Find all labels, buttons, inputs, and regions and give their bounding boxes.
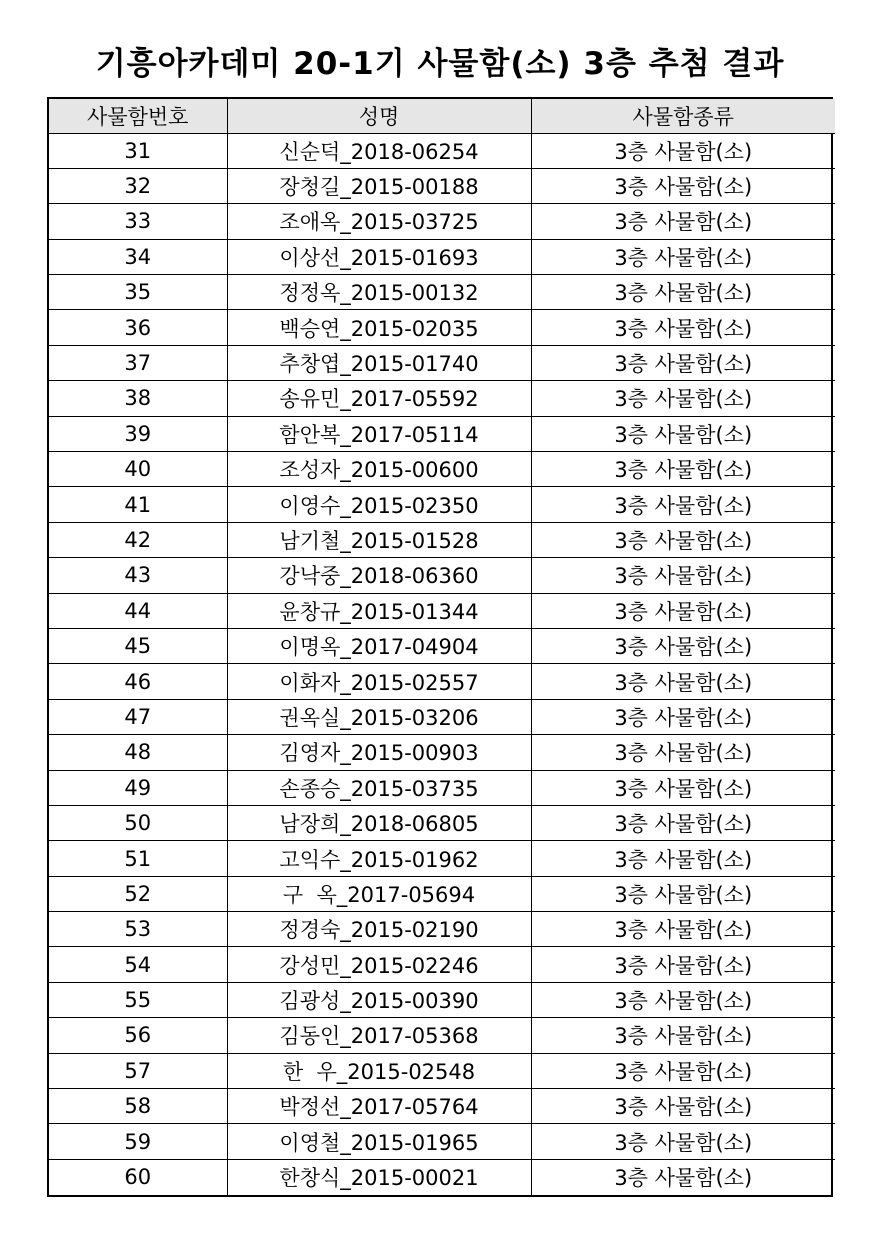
cell-locker-type: 3층 사물함(소) [531, 628, 835, 663]
cell-locker-type: 3층 사물함(소) [531, 558, 835, 593]
table-row [49, 699, 835, 734]
table-row [49, 805, 835, 840]
cell-locker-number: 48 [49, 735, 227, 770]
table-row [49, 1018, 835, 1053]
table-row [49, 558, 835, 593]
cell-locker-number: 34 [49, 239, 227, 274]
cell-name: 김광성_2015-00390 [227, 982, 531, 1017]
cell-locker-number: 31 [49, 133, 227, 168]
cell-locker-number: 45 [49, 628, 227, 663]
cell-name: 조애옥_2015-03725 [227, 204, 531, 239]
table-row [49, 1124, 835, 1159]
table-row [49, 912, 835, 947]
cell-name: 한창식_2015-00021 [227, 1159, 531, 1194]
cell-locker-number: 60 [49, 1159, 227, 1194]
cell-locker-type: 3층 사물함(소) [531, 1089, 835, 1124]
table-row [49, 204, 835, 239]
cell-locker-type: 3층 사물함(소) [531, 593, 835, 628]
cell-locker-number: 37 [49, 345, 227, 380]
table-row [49, 239, 835, 274]
cell-locker-type: 3층 사물함(소) [531, 381, 835, 416]
cell-name: 윤창규_2015-01344 [227, 593, 531, 628]
table-row [49, 876, 835, 911]
cell-name: 김영자_2015-00903 [227, 735, 531, 770]
cell-name: 권옥실_2015-03206 [227, 699, 531, 734]
cell-name: 손종승_2015-03735 [227, 770, 531, 805]
cell-locker-number: 49 [49, 770, 227, 805]
cell-locker-type: 3층 사물함(소) [531, 168, 835, 203]
cell-name: 이영철_2015-01965 [227, 1124, 531, 1159]
table-header [49, 99, 835, 133]
cell-locker-number: 51 [49, 841, 227, 876]
table-row [49, 947, 835, 982]
table-row [49, 628, 835, 663]
cell-locker-number: 52 [49, 876, 227, 911]
table-row [49, 381, 835, 416]
table-row [49, 168, 835, 203]
cell-locker-number: 38 [49, 381, 227, 416]
cell-name: 강성민_2015-02246 [227, 947, 531, 982]
cell-locker-number: 39 [49, 416, 227, 451]
cell-locker-type: 3층 사물함(소) [531, 912, 835, 947]
cell-locker-number: 35 [49, 275, 227, 310]
table-row [49, 664, 835, 699]
cell-name: 남장희_2018-06805 [227, 805, 531, 840]
table-row [49, 275, 835, 310]
cell-locker-type: 3층 사물함(소) [531, 841, 835, 876]
cell-locker-type: 3층 사물함(소) [531, 487, 835, 522]
cell-locker-number: 36 [49, 310, 227, 345]
table-row [49, 487, 835, 522]
cell-name: 남기철_2015-01528 [227, 522, 531, 557]
table-row [49, 452, 835, 487]
cell-locker-number: 40 [49, 452, 227, 487]
table-row [49, 416, 835, 451]
cell-locker-type: 3층 사물함(소) [531, 1018, 835, 1053]
cell-name: 이화자_2015-02557 [227, 664, 531, 699]
cell-name: 송유민_2017-05592 [227, 381, 531, 416]
cell-name: 이영수_2015-02350 [227, 487, 531, 522]
cell-locker-type: 3층 사물함(소) [531, 1053, 835, 1088]
cell-locker-type: 3층 사물함(소) [531, 133, 835, 168]
cell-locker-number: 54 [49, 947, 227, 982]
cell-locker-type: 3층 사물함(소) [531, 770, 835, 805]
cell-locker-type: 3층 사물함(소) [531, 1124, 835, 1159]
cell-locker-number: 50 [49, 805, 227, 840]
table-row [49, 982, 835, 1017]
cell-name: 박정선_2017-05764 [227, 1089, 531, 1124]
table-body [49, 133, 835, 1195]
cell-locker-number: 42 [49, 522, 227, 557]
cell-locker-number: 33 [49, 204, 227, 239]
table-row [49, 770, 835, 805]
page-title: 기흥아카데미 20-1기 사물함(소) 3층 추첨 결과 [95, 46, 785, 82]
cell-name: 정경숙_2015-02190 [227, 912, 531, 947]
cell-locker-number: 32 [49, 168, 227, 203]
cell-locker-number: 46 [49, 664, 227, 699]
table-row [49, 310, 835, 345]
table-header-row [49, 99, 835, 133]
cell-locker-number: 58 [49, 1089, 227, 1124]
table-row [49, 133, 835, 168]
table-row [49, 345, 835, 380]
cell-locker-type: 3층 사물함(소) [531, 805, 835, 840]
table-row [49, 841, 835, 876]
column-header-name: 성명 [227, 99, 531, 133]
cell-name: 고익수_2015-01962 [227, 841, 531, 876]
table-row [49, 735, 835, 770]
locker-result-table [47, 97, 833, 1197]
cell-locker-type: 3층 사물함(소) [531, 416, 835, 451]
table-row [49, 1159, 835, 1194]
cell-locker-type: 3층 사물함(소) [531, 664, 835, 699]
cell-locker-number: 59 [49, 1124, 227, 1159]
cell-locker-type: 3층 사물함(소) [531, 345, 835, 380]
cell-locker-type: 3층 사물함(소) [531, 310, 835, 345]
cell-name: 강낙중_2018-06360 [227, 558, 531, 593]
cell-locker-type: 3층 사물함(소) [531, 239, 835, 274]
cell-locker-number: 41 [49, 487, 227, 522]
cell-locker-type: 3층 사물함(소) [531, 452, 835, 487]
cell-locker-type: 3층 사물함(소) [531, 947, 835, 982]
cell-locker-number: 43 [49, 558, 227, 593]
cell-locker-type: 3층 사물함(소) [531, 1159, 835, 1194]
cell-locker-number: 44 [49, 593, 227, 628]
cell-locker-type: 3층 사물함(소) [531, 522, 835, 557]
cell-locker-number: 47 [49, 699, 227, 734]
cell-name: 추창엽_2015-01740 [227, 345, 531, 380]
cell-name: 이상선_2015-01693 [227, 239, 531, 274]
cell-locker-type: 3층 사물함(소) [531, 876, 835, 911]
cell-name: 정정옥_2015-00132 [227, 275, 531, 310]
cell-name: 이명옥_2017-04904 [227, 628, 531, 663]
cell-locker-type: 3층 사물함(소) [531, 204, 835, 239]
cell-name: 백승연_2015-02035 [227, 310, 531, 345]
cell-locker-number: 57 [49, 1053, 227, 1088]
cell-name: 구 옥_2017-05694 [227, 876, 531, 911]
cell-name: 한 우_2015-02548 [227, 1053, 531, 1088]
column-header-locker-number: 사물함번호 [49, 99, 227, 133]
table-row [49, 1089, 835, 1124]
cell-locker-type: 3층 사물함(소) [531, 699, 835, 734]
table [49, 99, 835, 1195]
cell-locker-type: 3층 사물함(소) [531, 275, 835, 310]
cell-locker-type: 3층 사물함(소) [531, 982, 835, 1017]
table-row [49, 522, 835, 557]
cell-name: 함안복_2017-05114 [227, 416, 531, 451]
cell-locker-number: 56 [49, 1018, 227, 1053]
cell-locker-number: 55 [49, 982, 227, 1017]
table-row [49, 1053, 835, 1088]
cell-locker-type: 3층 사물함(소) [531, 735, 835, 770]
cell-name: 조성자_2015-00600 [227, 452, 531, 487]
cell-name: 신순덕_2018-06254 [227, 133, 531, 168]
cell-name: 장청길_2015-00188 [227, 168, 531, 203]
cell-name: 김동인_2017-05368 [227, 1018, 531, 1053]
table-row [49, 593, 835, 628]
cell-locker-number: 53 [49, 912, 227, 947]
column-header-locker-type: 사물함종류 [531, 99, 835, 133]
